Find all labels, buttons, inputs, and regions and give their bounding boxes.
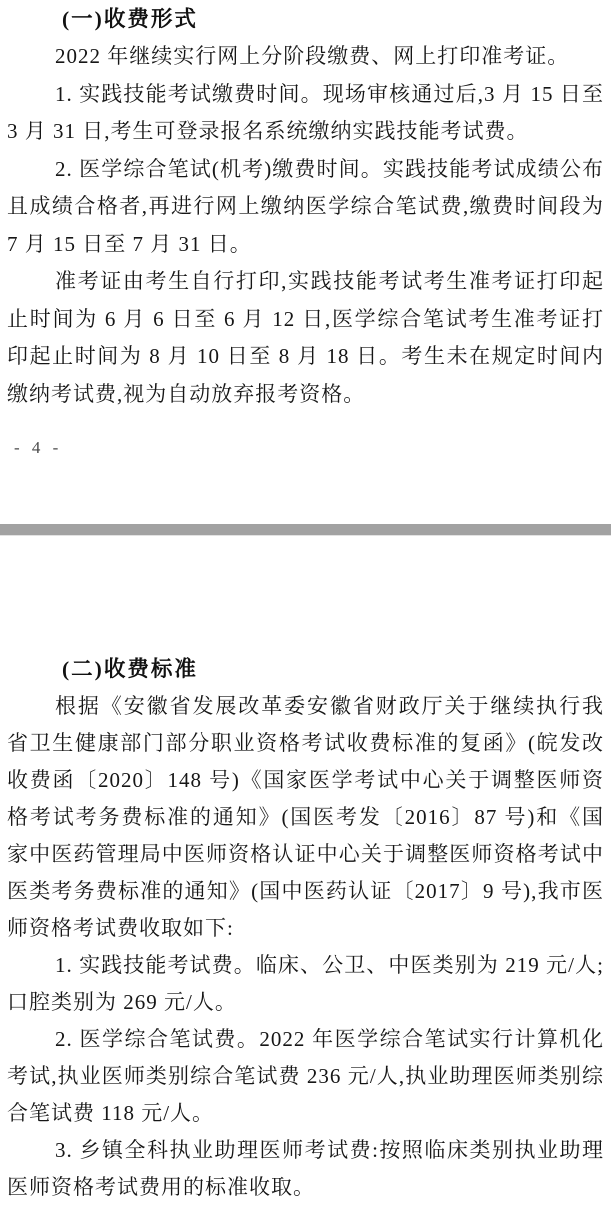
paragraph-written-exam-fee: 2. 医学综合笔试费。2022 年医学综合笔试实行计算机化考试,执业医师类别综合笔试费 236 元/人,执业助理医师类别综合笔试费 118 元/人。 [7, 1027, 604, 1125]
paragraph-rural-assistant-fee: 3. 乡镇全科执业助理医师考试费:按照临床类别执业助理医师资格考试费用的标准收取。 [7, 1138, 604, 1199]
page-separator [0, 524, 611, 536]
paragraph-practical-skill-fee: 1. 实践技能考试费。临床、公卫、中医类别为 219 元/人;口腔类别为 269 元/人。 [7, 953, 604, 1014]
document-page-4 [0, 0, 611, 457]
paragraph-fee-standard-basis: 根据《安徽省发展改革委安徽省财政厅关于继续执行我省卫生健康部门部分职业资格考试收费标准的复函》(皖发改收费函〔2020〕148 号)《国家医学考试中心关于调整医师资格考试考务费标准的通知》(国医考发〔2016〕87 号)和《国家中医药管理局中医师资格认证中心关于调整医师资格考试中医类考务费标准的通知》(国中医药认证〔2017〕9 号),我市医师资格考试费收取如下: [7, 694, 604, 940]
paragraph-practical-skill-payment-time: 1. 实践技能考试缴费时间。现场审核通过后,3 月 15 日至 3 月 31 日,考生可登录报名系统缴纳实践技能考试费。 [7, 81, 604, 143]
page-number: - 4 - [14, 438, 63, 457]
document-page-5 [0, 536, 611, 1206]
paragraph-admission-ticket-printing: 准考证由考生自行打印,实践技能考试考生准考证打印起止时间为 6 月 6 日至 6 月 12 日,医学综合笔试考生准考证打印起止时间为 8 月 10 日至 8 月 18 日。考生未在规定时间内缴纳考试费,视为自动放弃报考资格。 [7, 269, 604, 406]
paragraph-written-exam-payment-time: 2. 医学综合笔试(机考)缴费时间。实践技能考试成绩公布且成绩合格者,再进行网上缴纳医学综合笔试费,缴费时间段为 7 月 15 日至 7 月 31 日。 [7, 156, 604, 256]
section-heading-fee-form: (一)收费形式 [62, 7, 198, 31]
section-heading-fee-standard: (二)收费标准 [62, 657, 198, 681]
paragraph-fee-form-intro: 2022 年继续实行网上分阶段缴费、网上打印准考证。 [55, 44, 570, 68]
